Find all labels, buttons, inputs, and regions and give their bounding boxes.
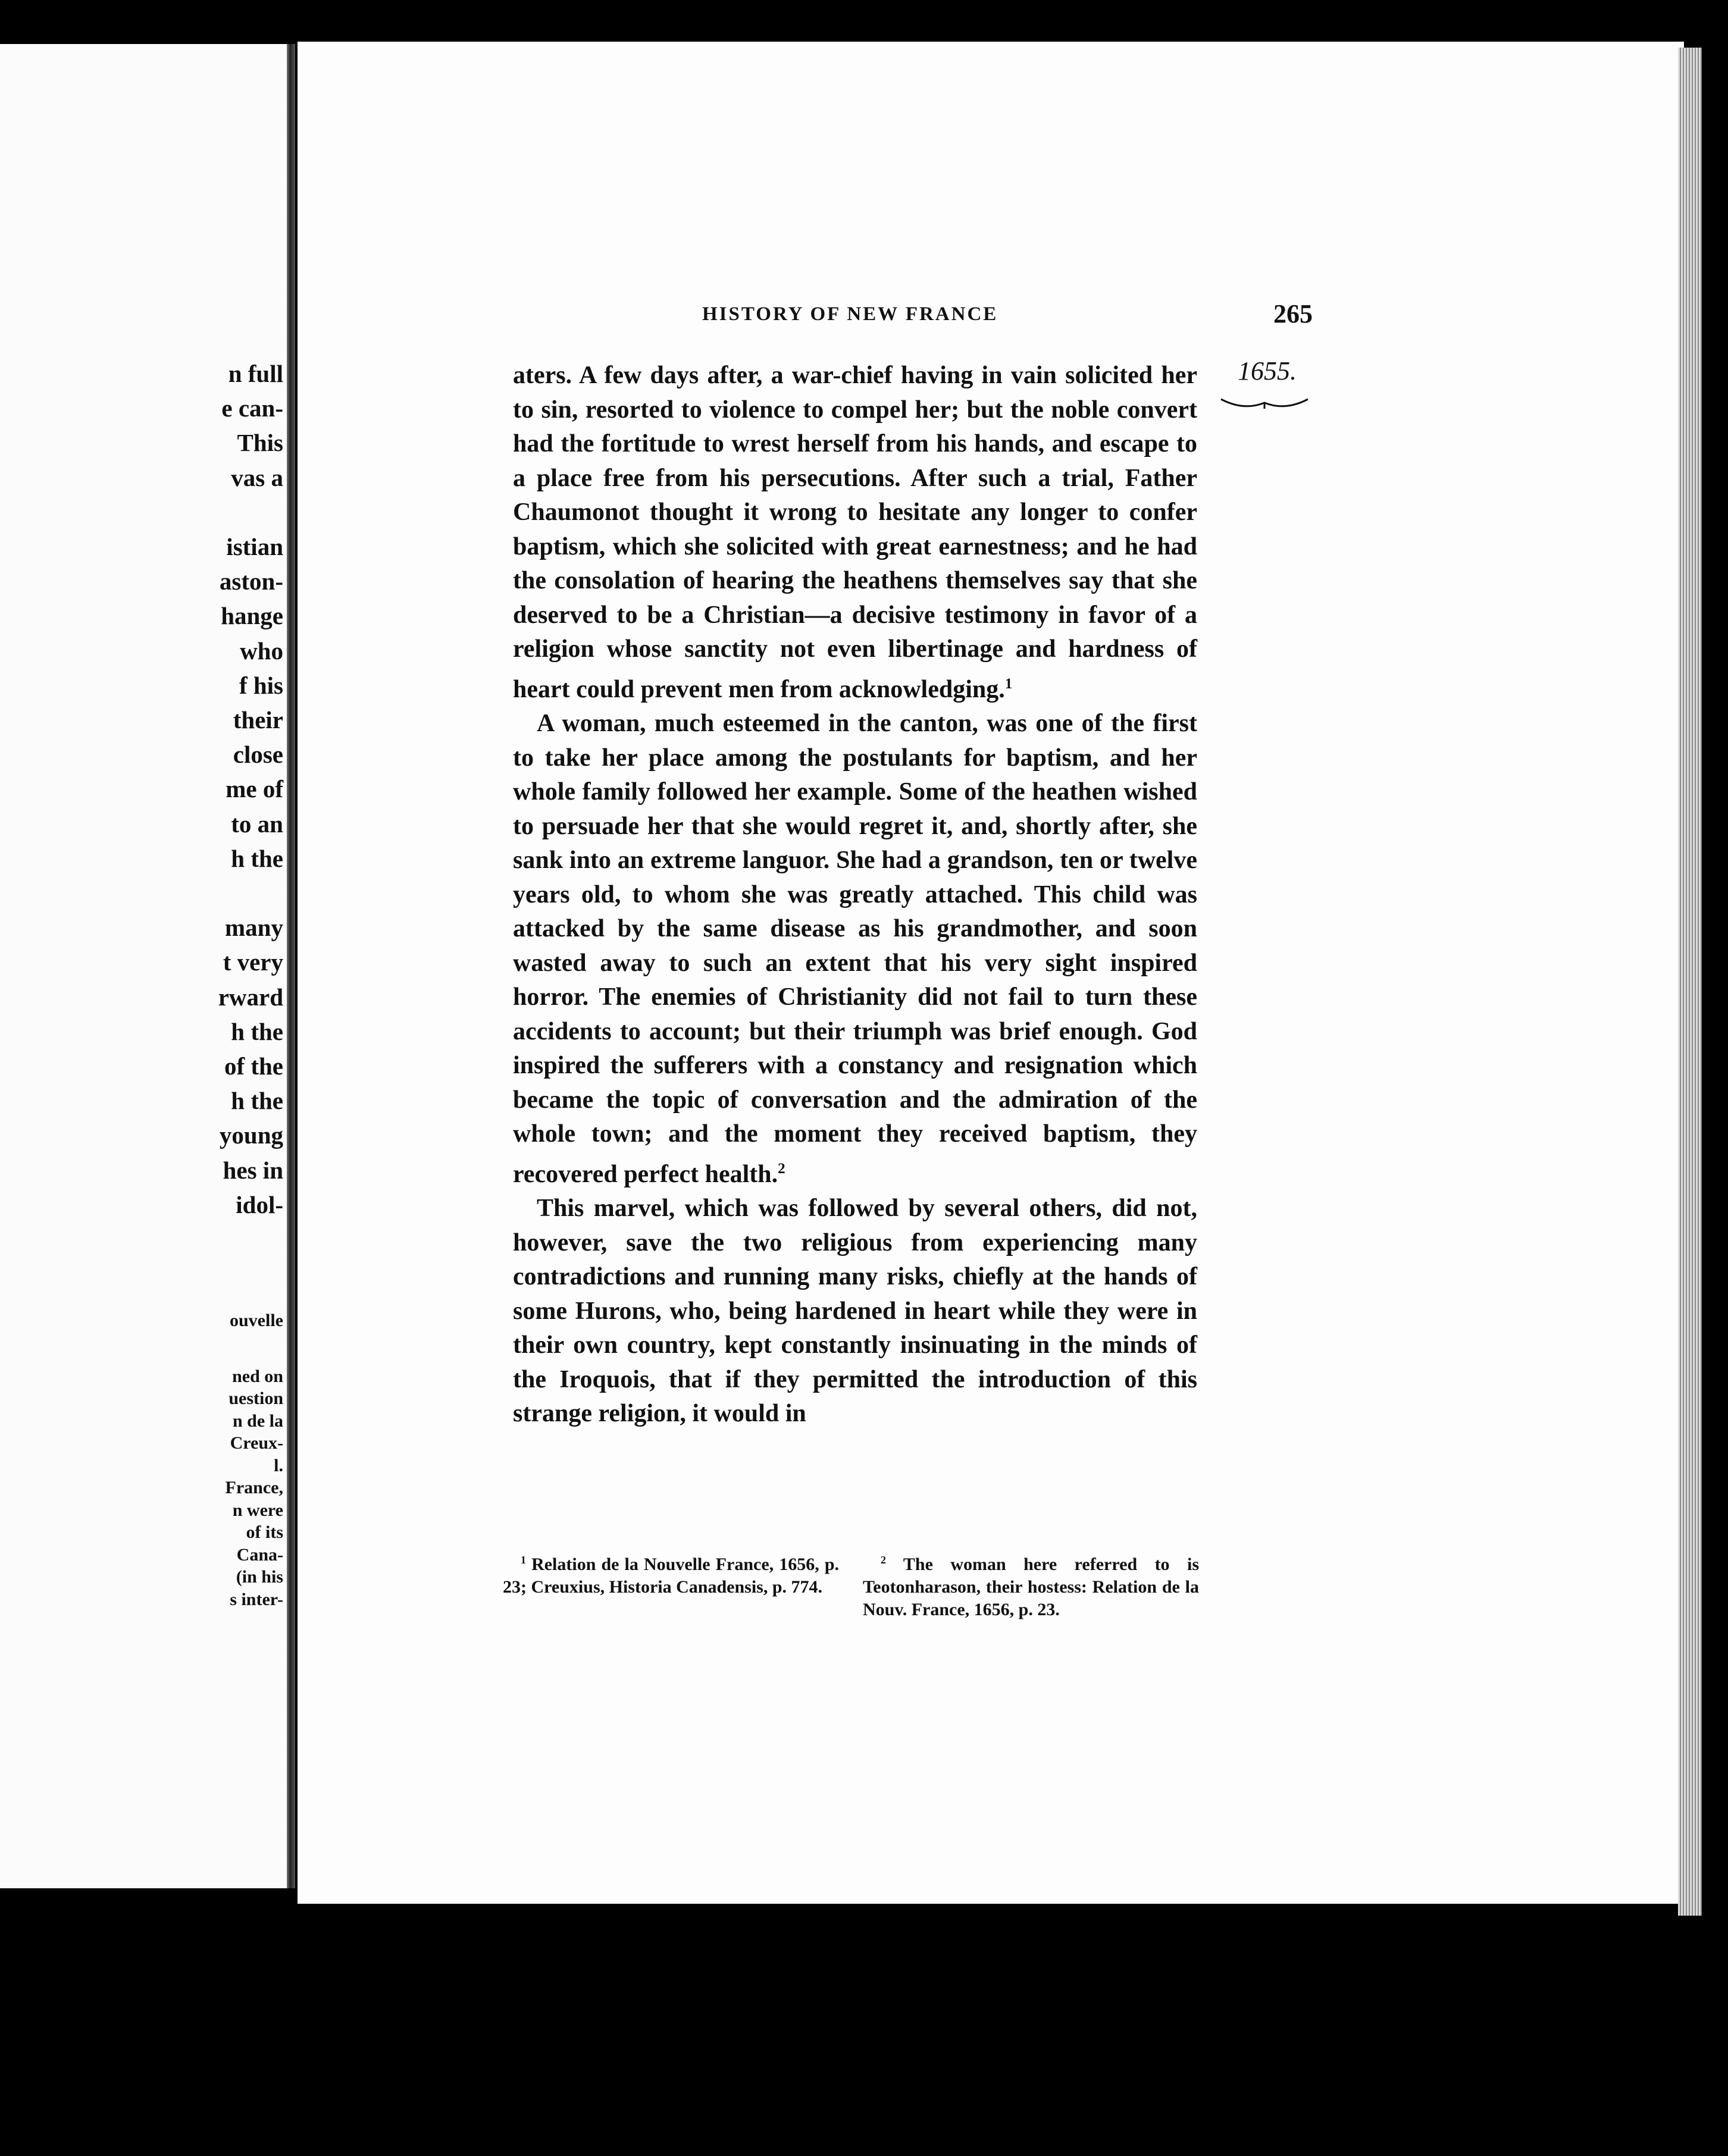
paragraph [513,707,1197,1192]
left-page-text [105,356,283,1222]
left-line: h the [231,1017,283,1045]
margin-year: 1655. [1238,356,1297,386]
left-note-line: uestion [228,1389,283,1408]
left-note-line: n were [232,1500,283,1520]
page-edge-stack [1678,48,1702,1916]
margin-brace-flourish [1220,396,1309,413]
left-line: to an [231,810,283,838]
left-line: e can- [221,394,283,422]
left-line: f his [239,671,283,699]
left-line: vas a [231,463,283,491]
left-note-line: s inter- [230,1589,283,1609]
left-line [105,876,283,910]
left-note-line: of its [246,1522,283,1542]
paragraph-text: A woman, much esteemed in the canton, was one of the first to take her place among the postulants for baptism, and her whole family followed her example. Some of the heathen wished to persuade her that she would regret it, and, shortly after, she sank into an extreme languor. She had a grandson, ten or twelve years old, to whom she was greatly attached. This child was attacked by the same disease as his grandmother, and soon wasted away to such an extent that his very sight inspired horror. The enemies of Christianity did not fail to turn these accidents to account; but their triumph was brief enough. God inspired the sufferers with a constancy and resignation which became the topic of conversation and the admiration of the whole town; and the moment they received baptism, they recovered perfect health. [513,710,1197,1188]
paragraph-text: This marvel, which was followed by several others, did not, however, save the two religious from experiencing many contradictions and running many risks, chiefly at the hands of some Hurons, who, being hardened in heart while they were in their own country, kept constantly insinuating in the minds of the Iroquois, that if they permitted the introduction of this strange religion, it would in [513,1195,1197,1427]
left-line: their [233,706,283,734]
paragraph [513,1192,1197,1431]
footnote-number: 1 [521,1554,526,1566]
left-note-line: (in his [236,1567,283,1587]
paragraph [513,359,1197,707]
book-gutter [287,44,295,1888]
left-facing-page [0,44,290,1888]
left-note-line: France, [225,1478,283,1497]
running-head: HISTORY OF NEW FRANCE [702,303,998,325]
left-line: aston- [219,568,283,596]
left-line: idol- [236,1190,283,1218]
left-line: me of [226,775,283,803]
left-note-line: n de la [232,1411,283,1431]
left-line: h the [231,1087,283,1115]
left-line: hange [221,602,283,630]
left-line: t very [223,948,283,976]
page-number: 265 [1273,299,1313,328]
left-note-line: ouvelle [230,1311,283,1330]
left-line: n full [228,360,283,387]
left-line: of the [224,1052,283,1080]
footnote-number: 2 [881,1554,886,1566]
footnote [863,1549,1199,1621]
left-note-line: ned on [232,1366,283,1386]
footnote-text: Relation de la Nouvelle France, 1656, p. 23; Creuxius, Historia Canadensis, p. 774. [503,1555,839,1597]
footnote-marker: 1 [1004,675,1013,692]
left-note-line: l. [274,1455,283,1475]
left-line: who [240,637,283,665]
left-line: close [233,741,283,769]
footnote [503,1549,839,1621]
footnote-marker: 2 [778,1160,785,1177]
left-line: h the [231,844,283,872]
body-text [513,359,1197,1431]
left-line: hes in [223,1156,283,1184]
left-line: young [219,1121,283,1149]
footnote-text: The woman here referred to is Teotonharason, their hostess: Relation de la Nouv. France, 1656, p. 23. [863,1555,1200,1619]
left-line: istian [226,533,283,561]
left-line [105,495,283,529]
left-line: many [225,914,283,942]
left-note-line: Cana- [236,1544,283,1565]
paragraph-text: aters. A few days after, a war-chief having in vain solicited her to sin, resorted to violence to compel her; but the noble convert had the fortitude to wrest herself from his hands, and escape to a place free from his persecutions. After such a trial, Father Chaumonot thought it wrong to hesitate any longer to confer baptism, which she solicited with great earnestness; and he had the consolation of hearing the heathens themselves say that she deserved to be a Christian—a decisive testimony in favor of a religion whose sanctity not even libertinage and hardness of heart could prevent men from acknowledging. [513,362,1197,703]
footnotes [503,1549,1199,1621]
left-note-line: Creux- [230,1433,283,1453]
left-line: rward [218,983,283,1011]
left-line: This [237,429,283,457]
left-page-footnotes [105,1309,283,1610]
